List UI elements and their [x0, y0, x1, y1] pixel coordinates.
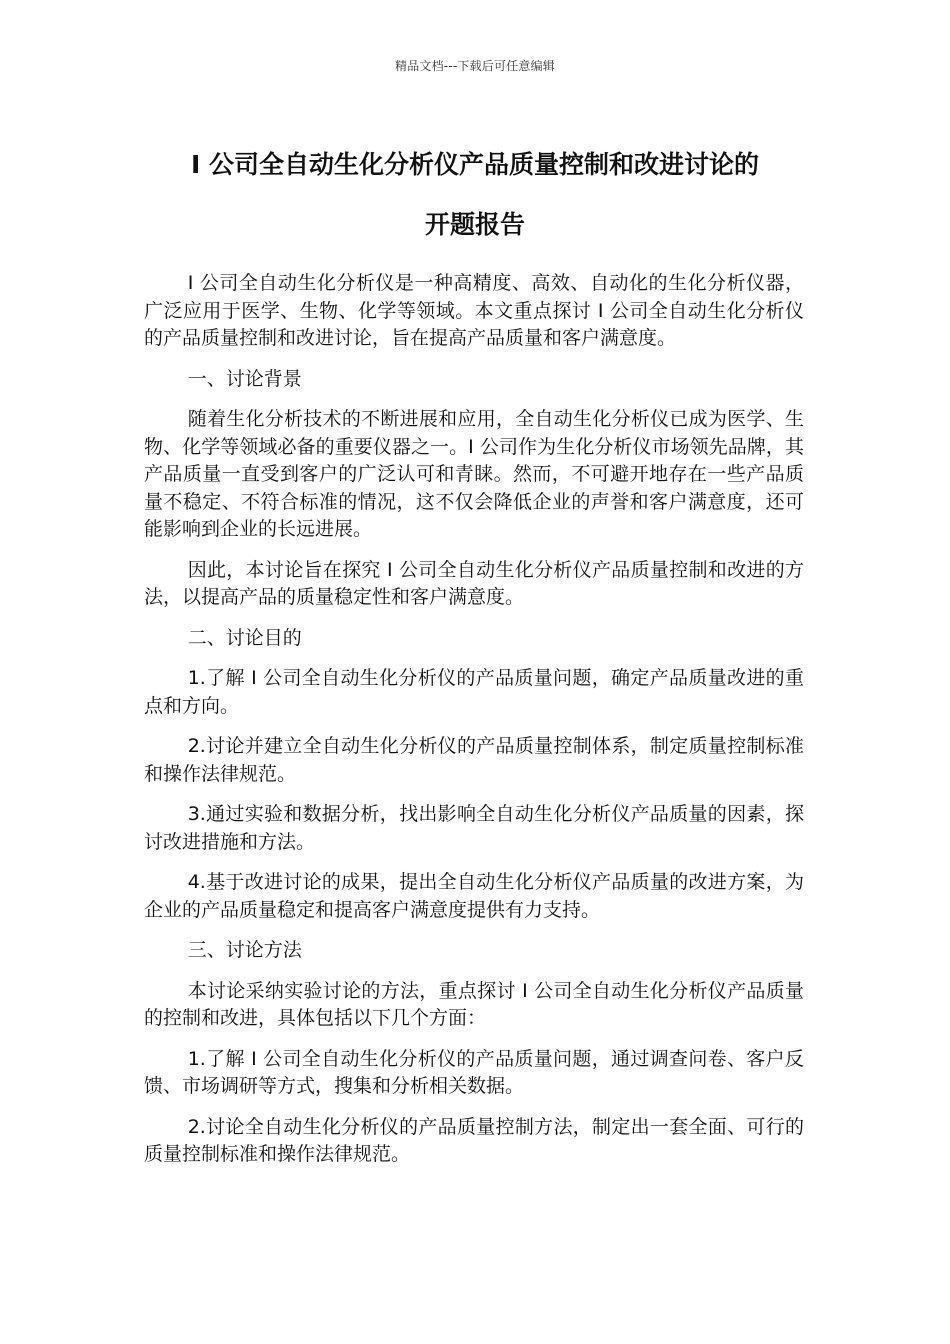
document-body: [144, 270, 804, 1182]
section-heading-background: 一、讨论背景: [187, 367, 302, 390]
purpose-item-4: 4.基于改进讨论的成果，提出全自动生化分析仪产品质量的改进方案，为企业的产品质量稳定和提高客户满意度提供有力支持。: [144, 871, 804, 921]
page-header: 精品文档---下载后可任意编辑: [395, 59, 555, 73]
method-paragraph: 本讨论采纳实验讨论的方法，重点探讨 I 公司全自动生化分析仪产品质量的控制和改进，具体包括以下几个方面：: [144, 979, 804, 1029]
purpose-item-2: 2.讨论并建立全自动生化分析仪的产品质量控制体系，制定质量控制标准和操作法律规范。: [144, 735, 804, 785]
background-paragraph-1: 随着生化分析技术的不断进展和应用，全自动生化分析仪已成为医学、生物、化学等领域必备的重要仪器之一。I 公司作为生化分析仪市场领先品牌，其产品质量一直受到客户的广泛认可和青睐。然而，不可避开地存在一些产品质量不稳定、不符合标准的情况，这不仅会降低企业的声誉和客户满意度，还可能影响到企业的长远进展。: [144, 408, 804, 540]
purpose-item-1: 1.了解 I 公司全自动生化分析仪的产品质量问题，确定产品质量改进的重点和方向。: [144, 667, 804, 717]
method-item-2: 2.讨论全自动生化分析仪的产品质量控制方法，制定出一套全面、可行的质量控制标准和操作法律规范。: [144, 1115, 804, 1165]
purpose-item-3: 3.通过实验和数据分析，找出影响全自动生化分析仪产品质量的因素，探讨改进措施和方法。: [144, 803, 804, 853]
document-title: [110, 135, 840, 255]
title-line-1: I 公司全自动生化分析仪产品质量控制和改进讨论的: [190, 150, 759, 179]
section-heading-method: 三、讨论方法: [187, 939, 302, 961]
background-paragraph-2: 因此，本讨论旨在探究 I 公司全自动生化分析仪产品质量控制和改进的方法，以提高产品的质量稳定性和客户满意度。: [144, 558, 804, 608]
title-line-2: 开题报告: [424, 210, 525, 239]
section-heading-purpose: 二、讨论目的: [187, 626, 302, 649]
method-item-1: 1.了解 I 公司全自动生化分析仪的产品质量问题，通过调查问卷、客户反馈、市场调研等方式，搜集和分析相关数据。: [144, 1047, 804, 1097]
intro-paragraph: I 公司全自动生化分析仪是一种高精度、高效、自动化的生化分析仪器，广泛应用于医学、生物、化学等领域。本文重点探讨 I 公司全自动生化分析仪的产品质量控制和改进讨论，旨在提高产品质量和客户满意度。: [144, 272, 804, 349]
